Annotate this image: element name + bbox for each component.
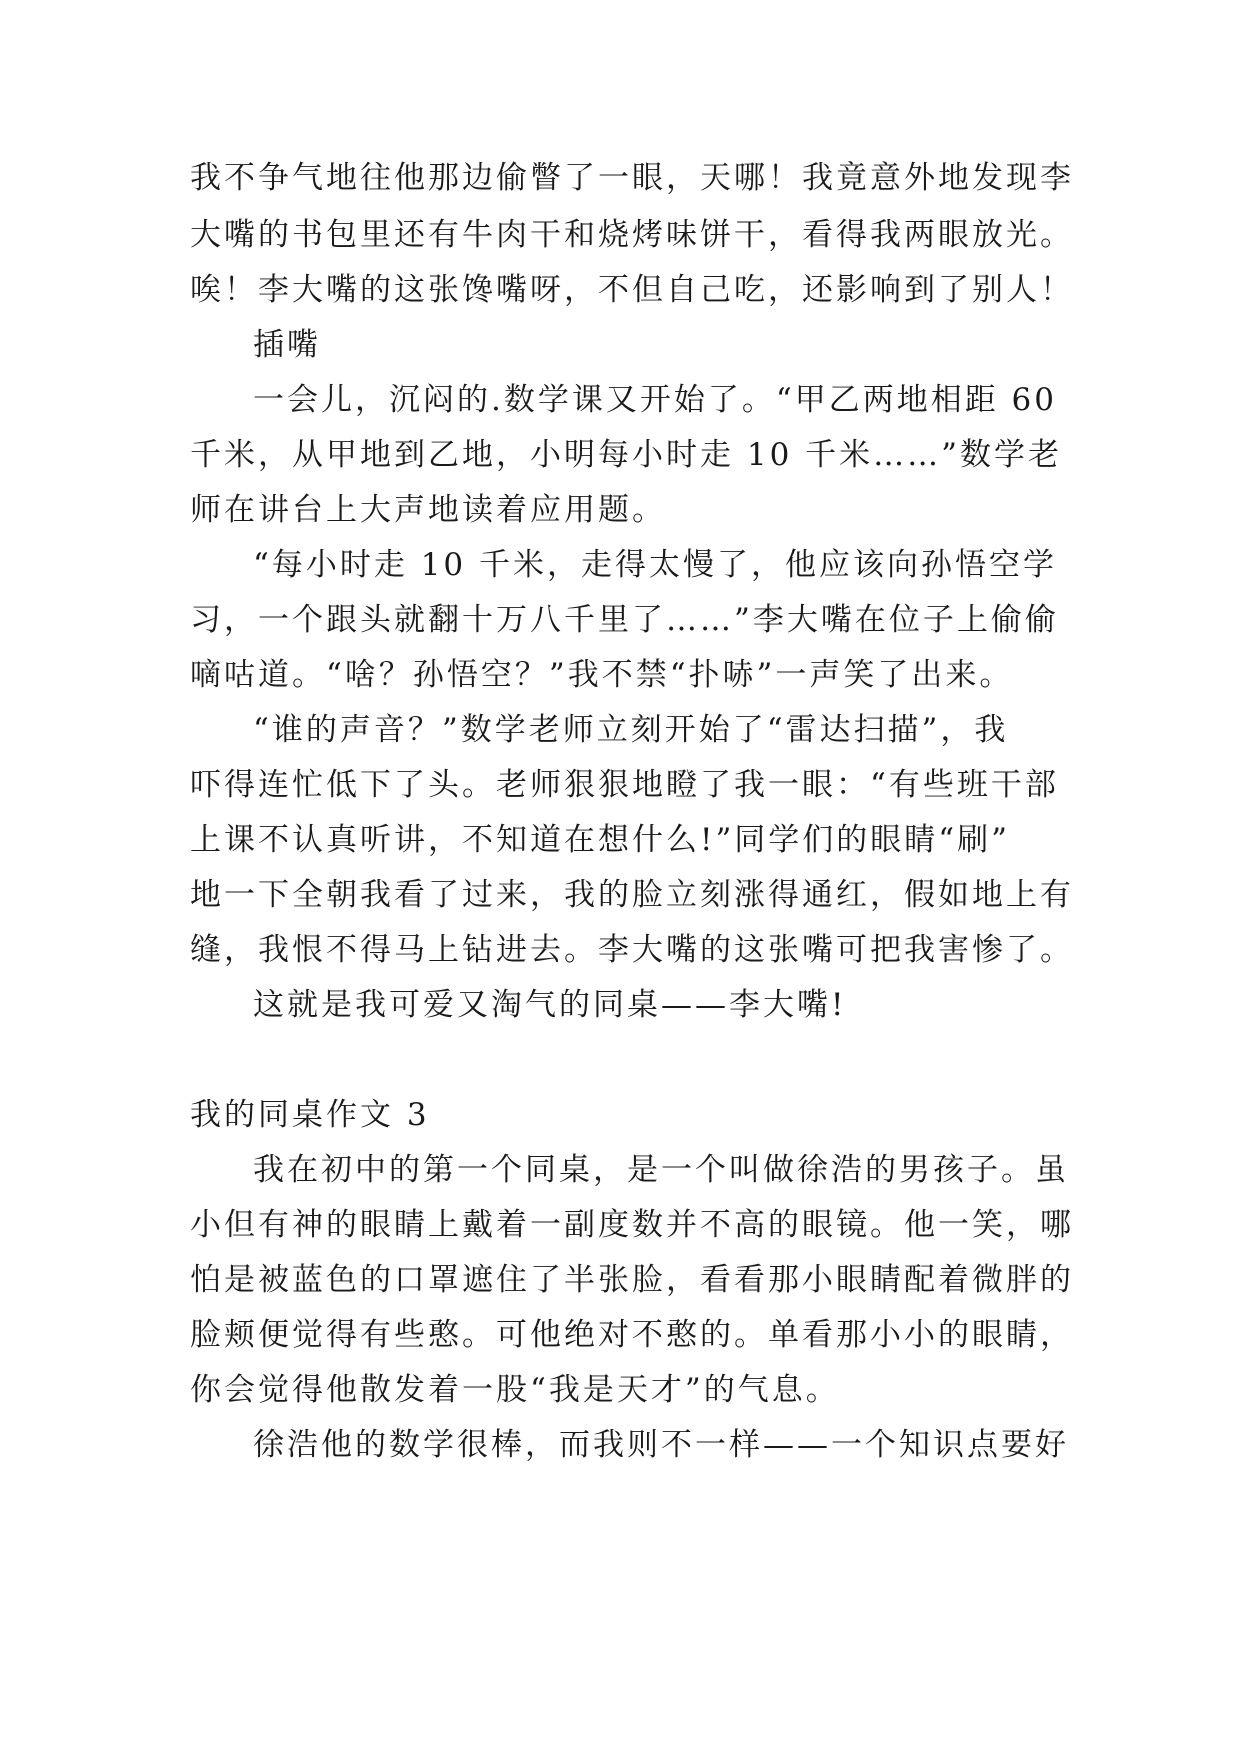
text-line: 一会儿，沉闷的.数学课又开始了。“甲乙两地相距 60: [253, 382, 1058, 418]
text-line: 我在初中的第一个同桌，是一个叫做徐浩的男孩子。虽: [253, 1152, 1069, 1188]
text-line: 这就是我可爱又淘气的同桌——李大嘴!: [253, 987, 847, 1023]
essay-title: 我的同桌作文 3: [190, 1097, 430, 1133]
text-line: 脸颊便觉得有些憨。可他绝对不憨的。单看那小小的眼睛，: [190, 1317, 1074, 1353]
text-line: 习，一个跟头就翻十万八千里了……”李大嘴在位子上偷偷: [190, 602, 1059, 638]
text-line: 师在讲台上大声地读着应用题。: [190, 492, 666, 528]
text-line: 怕是被蓝色的口罩遮住了半张脸，看看那小眼睛配着微胖的: [190, 1262, 1074, 1298]
text-line: 地一下全朝我看了过来，我的脸立刻涨得通红，假如地上有: [190, 877, 1074, 913]
text-line: 吓得连忙低下了头。老师狠狠地瞪了我一眼：“有些班干部: [190, 767, 1059, 803]
text-line: 徐浩他的数学很棒，而我则不一样——一个知识点要好: [253, 1427, 1069, 1463]
text-line: 缝，我恨不得马上钻进去。李大嘴的这张嘴可把我害惨了。: [190, 932, 1074, 968]
text-line: 大嘴的书包里还有牛肉干和烧烤味饼干，看得我两眼放光。: [190, 217, 1074, 253]
text-line: 上课不认真听讲，不知道在想什么!”同学们的眼睛“刷”: [190, 822, 1010, 858]
section-heading: 插嘴: [253, 327, 321, 363]
text-line: 你会觉得他散发着一股“我是天才”的气息。: [190, 1372, 840, 1408]
text-line: 千米，从甲地到乙地，小明每小时走 10 千米……”数学老: [190, 437, 1063, 473]
text-line: 唉！李大嘴的这张馋嘴呀，不但自己吃，还影响到了别人！: [190, 272, 1074, 308]
text-line: “谁的声音？”数学老师立刻开始了“雷达扫描”，我: [253, 712, 1009, 748]
text-line: 小但有神的眼睛上戴着一副度数并不高的眼镜。他一笑，哪: [190, 1207, 1074, 1243]
text-line: “每小时走 10 千米，走得太慢了，他应该向孙悟空学: [253, 547, 1058, 583]
text-line: 我不争气地往他那边偷瞥了一眼，天哪！我竟意外地发现李: [190, 160, 1074, 196]
text-line: 嘀咕道。“啥？孙悟空？”我不禁“扑哧”一声笑了出来。: [190, 657, 1014, 693]
